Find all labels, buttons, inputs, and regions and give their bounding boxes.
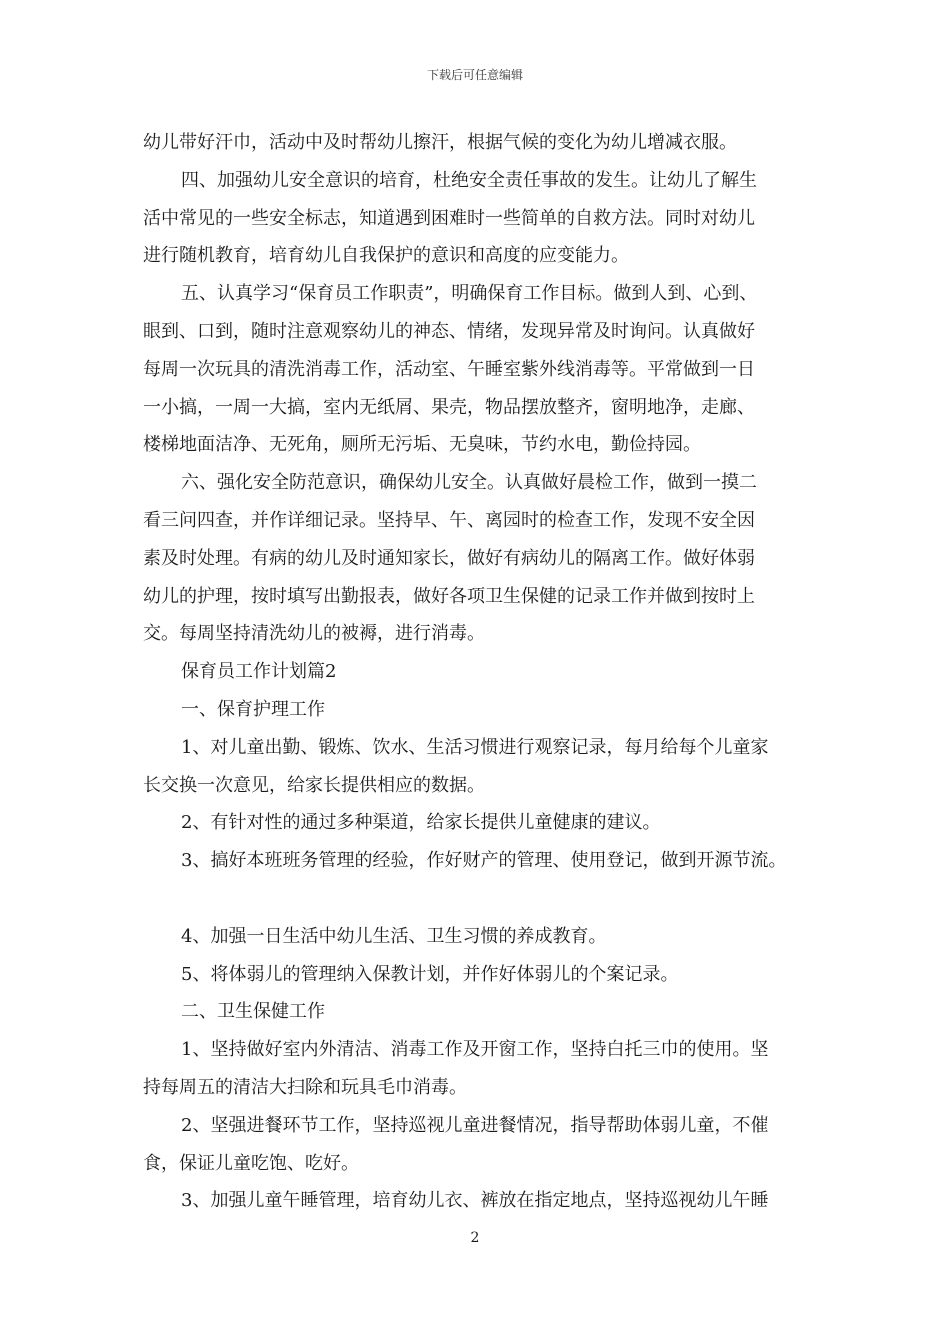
text-line: 一小搞，一周一大搞，室内无纸屑、果壳，物品摆放整齐，窗明地净，走廊、 (143, 396, 755, 418)
text-line: 六、强化安全防范意识，确保幼儿安全。认真做好晨检工作，做到一摸二 (181, 472, 757, 494)
text-line: 保育员工作计划篇2 (181, 661, 337, 683)
page-header: 下载后可任意编辑 (426, 68, 523, 82)
text-line: 食，保证儿童吃饱、吃好。 (143, 1152, 359, 1174)
text-line: 4、加强一日生活中幼儿生活、卫生习惯的养成教育。 (181, 925, 607, 947)
text-line: 1、对儿童出勤、锻炼、饮水、生活习惯进行观察记录，每月给每个儿童家 (181, 736, 769, 758)
text-line: 五、认真学习“保育员工作职责”，明确保育工作目标。做到人到、心到、 (181, 283, 758, 305)
text-line: 交。每周坚持清洗幼儿的被褥，进行消毒。 (143, 623, 485, 645)
text-line: 看三问四查，并作详细记录。坚持早、午、离园时的检查工作，发现不安全因 (143, 509, 755, 531)
text-line: 3、加强儿童午睡管理，培育幼儿衣、裤放在指定地点，坚持巡视幼儿午睡 (181, 1190, 769, 1212)
text-line: 四、加强幼儿安全意识的培育，杜绝安全责任事故的发生。让幼儿了解生 (181, 169, 757, 191)
text-line: 2、有针对性的通过多种渠道，给家长提供儿童健康的建议。 (181, 812, 661, 834)
page-number: 2 (470, 1230, 480, 1246)
text-line: 眼到、口到，随时注意观察幼儿的神态、情绪，发现异常及时询问。认真做好 (143, 320, 755, 342)
document-body (143, 124, 815, 1220)
text-line: 二、卫生保健工作 (181, 1001, 325, 1023)
text-line: 素及时处理。有病的幼儿及时通知家长，做好有病幼儿的隔离工作。做好体弱 (143, 547, 755, 569)
text-line: 幼儿带好汗巾，活动中及时帮幼儿擦汗，根据气候的变化为幼儿增减衣服。 (143, 132, 737, 153)
text-line: 一、保育护理工作 (181, 698, 325, 720)
text-line: 楼梯地面洁净、无死角，厕所无污垢、无臭味，节约水电，勤俭持园。 (143, 434, 701, 456)
text-line: 进行随机教育，培育幼儿自我保护的意识和高度的应变能力。 (143, 245, 629, 267)
blank-line (143, 880, 815, 918)
text-line: 2、坚强进餐环节工作，坚持巡视儿童进餐情况，指导帮助体弱儿童，不催 (181, 1114, 769, 1136)
text-line: 持每周五的清洁大扫除和玩具毛巾消毒。 (143, 1076, 467, 1098)
text-line: 长交换一次意见，给家长提供相应的数据。 (143, 774, 485, 796)
text-line: 每周一次玩具的清洗消毒工作，活动室、午睡室紫外线消毒等。平常做到一日 (143, 358, 755, 380)
text-line: 5、将体弱儿的管理纳入保教计划，并作好体弱儿的个案记录。 (181, 963, 679, 985)
text-line: 3、搞好本班班务管理的经验，作好财产的管理、使用登记，做到开源节流。 (181, 850, 787, 872)
text-line: 幼儿的护理，按时填写出勤报表，做好各项卫生保健的记录工作并做到按时上 (143, 585, 755, 607)
text-line: 活中常见的一些安全标志，知道遇到困难时一些简单的自救方法。同时对幼儿 (143, 207, 755, 229)
text-line: 1、坚持做好室内外清洁、消毒工作及开窗工作，坚持白托三巾的使用。坚 (181, 1039, 769, 1061)
